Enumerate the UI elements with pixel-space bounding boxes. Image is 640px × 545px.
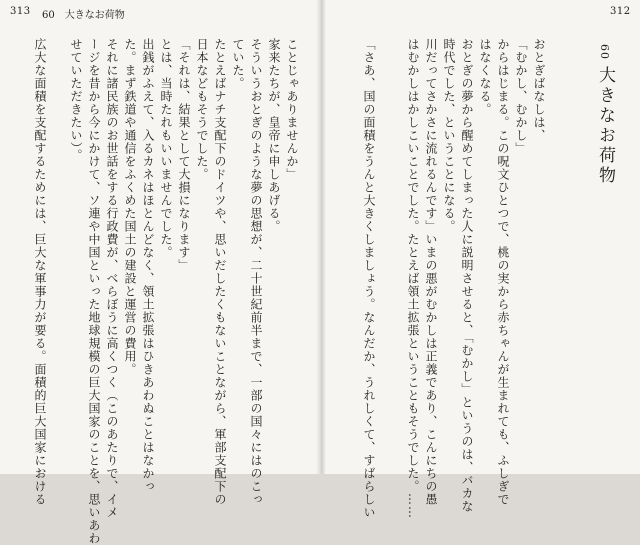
text-line: 広大な面積を支配するためには、巨大な軍事力が要る。面積的巨大国家における <box>33 38 47 506</box>
right-page <box>322 0 640 519</box>
text-line: 「それは、結果として大損になります」 <box>177 38 191 272</box>
left-page <box>0 0 318 545</box>
text-line: はむかしはかしこいことでした。たとえば領土拡張ということもそうでした。…… <box>406 38 420 519</box>
text-line: はなくなる。 <box>478 38 492 116</box>
text-line: ージを昔から今にかけて、ソ連や中国といった地球規模の巨大国家のことを、思いあわ <box>87 38 101 545</box>
text-line: からはじまる。この呪文ひとつで、桃の実から赤ちゃんが生まれても、ふしぎで <box>496 38 510 506</box>
text-line: 川だってさかさに流れるんです」いまの悪がむかしは正義であり、こんにちの愚 <box>424 38 438 506</box>
page-number-right: 312 <box>610 6 631 17</box>
text-line: とは、当時たれもいいませんでした。 <box>159 38 173 259</box>
text-line: ていた。 <box>231 38 245 90</box>
text-line: 家来たちが、皇帝に申しあげる。 <box>267 38 281 233</box>
text-line: おとぎばなしは、 <box>532 38 546 142</box>
page-number-left: 313 <box>10 6 31 17</box>
text-line: 「むかし、むかし」 <box>514 38 528 155</box>
text-line: おとぎの夢から醒めてしまった人に説明させると、「むかし」というのは、バカな <box>460 38 474 513</box>
chapter-number: 60 <box>598 44 611 60</box>
text-line: たとえばナチ支配下のドイツや、思いだしたくもないことながら、軍部支配下の <box>213 38 227 506</box>
text-line: 出銭がふえて、入るカネはほとんどなく、領土拡張はひきあわぬことはなかっ <box>141 38 155 493</box>
text-line: そういうおとぎのような夢の思想が、二十世紀前半まで、一部の国々にはのこっ <box>249 38 263 506</box>
text-line: た。まず鉄道や通信をふくめた国土の建設と運営の費用。 <box>123 38 137 376</box>
text-line: 日本などもそうでした。 <box>195 38 209 181</box>
running-head: 60 大きなお荷物 <box>42 10 125 21</box>
text-line: せていただきたい）。 <box>69 38 83 162</box>
text-line: ことじゃありませんか」 <box>285 38 299 181</box>
text-line: 時代でした、ということになる。 <box>442 38 456 233</box>
chapter-title: 大きなお荷物 <box>595 66 615 186</box>
text-line: 「さあ、国の面積をうんと大きくしましょう。なんだか、うれしくて、すばらしい <box>362 38 376 519</box>
text-line: それに諸民族のお世話をする行政費が、べらぼうに高くつく（このあたりで、イメ <box>105 38 119 519</box>
